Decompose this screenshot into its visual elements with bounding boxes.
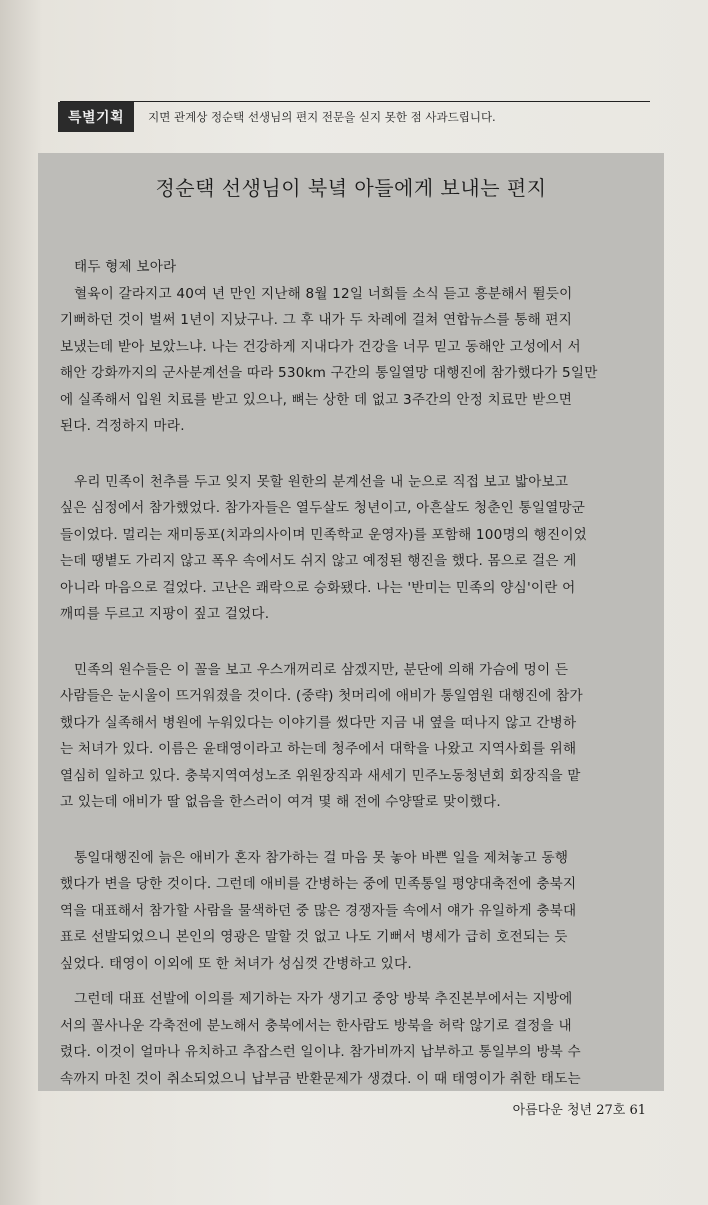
text-line: 된다. 걱정하지 마라. bbox=[60, 418, 185, 434]
text-line: 했다가 실족해서 병원에 누워있다는 이야기를 썼다만 지금 내 옆을 떠나지 않고 간병하 bbox=[60, 714, 577, 731]
text-line: 사람들은 눈시울이 뜨거워졌을 것이다. (중략) 첫머리에 애비가 통일염원 대행진에 참가 bbox=[60, 688, 583, 704]
text-line: 렸다. 이것이 얼마나 유치하고 추잡스런 일이냐. 참가비까지 납부하고 통일부의 방북 수 bbox=[60, 1044, 581, 1060]
text-line: 기뻐하던 것이 벌써 1년이 지났구나. 그 후 내가 두 차례에 걸쳐 연합뉴스를 통해 편지 bbox=[60, 312, 573, 328]
text-line: 속까지 마친 것이 취소되었으니 납부금 반환문제가 생겼다. 이 때 태영이가 취한 태도는 bbox=[60, 1070, 581, 1087]
text-line: 에 실족해서 입원 치료를 받고 있으나, 뼈는 상한 데 없고 3주간의 안정 치료만 받으면 bbox=[60, 391, 573, 408]
text-line: 들이었다. 멀리는 재미동포(치과의사이며 민족학교 운영자)를 포함해 100명의 행진이었 bbox=[60, 526, 587, 543]
text-line: 싶었다. 태영이 이외에 또 한 처녀가 성심껏 간병하고 있다. bbox=[60, 955, 412, 972]
text-line: 표로 선발되었으니 본인의 영광은 말할 것 없고 나도 기뻐서 병세가 급히 호전되는 듯 bbox=[60, 929, 568, 945]
article-body bbox=[60, 254, 652, 1092]
text-line: 통일대행진에 늙은 애비가 혼자 참가하는 걸 마음 못 놓아 바쁜 일을 제쳐놓고 동행 bbox=[74, 849, 569, 866]
text-line: 깨띠를 두르고 지팡이 짚고 걸었다. bbox=[60, 606, 270, 622]
header-rule bbox=[60, 101, 650, 102]
text-line: 해안 강화까지의 군사분계선을 따라 530km 구간의 통일열망 대행진에 참가했다가 5일만 bbox=[60, 365, 598, 381]
article-title: 정순택 선생님이 북녘 아들에게 보내는 편지 bbox=[155, 176, 547, 200]
text-line: 보냈는데 받아 보았느냐. 나는 건강하게 지내다가 건강을 너무 믿고 동해안 고성에서 서 bbox=[60, 338, 581, 355]
text-line: 우리 민족이 천추를 두고 잊지 못할 원한의 분계선을 내 눈으로 직접 보고 밟아보고 bbox=[74, 473, 569, 490]
text-line: 민족의 원수들은 이 꼴을 보고 우스개꺼리로 삼겠지만, 분단에 의해 가슴에 멍이 든 bbox=[74, 661, 569, 678]
section-header bbox=[58, 103, 496, 131]
text-line: 열심히 일하고 있다. 충북지역여성노조 위원장직과 새세기 민주노동청년회 회장직을 맡 bbox=[60, 767, 581, 784]
text-line: 서의 꼴사나운 각축전에 분노해서 충북에서는 한사람도 방북을 허락 않기로 결정을 내 bbox=[60, 1017, 572, 1034]
text-line: 역을 대표해서 참가할 사람을 물색하던 중 많은 경쟁자들 속에서 얘가 유일하게 충북대 bbox=[60, 902, 577, 919]
text-line: 아니라 마음으로 걸었다. 고난은 쾌락으로 승화됐다. 나는 '반미는 민족의 양심'이란 어 bbox=[60, 579, 576, 596]
text-line: 혈육이 갈라지고 40여 년 만인 지난해 8월 12일 너희들 소식 듣고 흥분해서 뛸듯이 bbox=[74, 285, 573, 302]
text-line: 했다가 변을 당한 것이다. 그런데 애비를 간병하는 중에 민족통일 평양대축전에 충북지 bbox=[60, 876, 577, 892]
text-line: 는데 땡볕도 가리지 않고 폭우 속에서도 쉬지 않고 예정된 행진을 했다. 몸으로 걸은 게 bbox=[60, 553, 577, 569]
text-line: 고 있는데 애비가 딸 없음을 한스러이 여겨 몇 해 전에 수양딸로 맞이했다. bbox=[60, 794, 501, 810]
apology-note: 지면 관계상 정순택 선생님의 편지 전문을 싣지 못한 점 사과드립니다. bbox=[148, 110, 496, 124]
text-line: 태두 형제 보아라 bbox=[74, 259, 177, 275]
section-tag: 특별기획 bbox=[58, 102, 134, 132]
text-line: 그런데 대표 선발에 이의를 제기하는 자가 생기고 중앙 방북 추진본부에서는 지방에 bbox=[74, 991, 573, 1007]
text-line: 싶은 심정에서 참가했었다. 참가자들은 열두살도 청년이고, 아흔살도 청춘인 통일열망군 bbox=[60, 500, 586, 516]
page-footer: 아름다운 청년 27호 61 bbox=[512, 1103, 646, 1118]
text-line: 는 처녀가 있다. 이름은 윤태영이라고 하는데 청주에서 대학을 나왔고 지역사회를 위해 bbox=[60, 741, 577, 757]
